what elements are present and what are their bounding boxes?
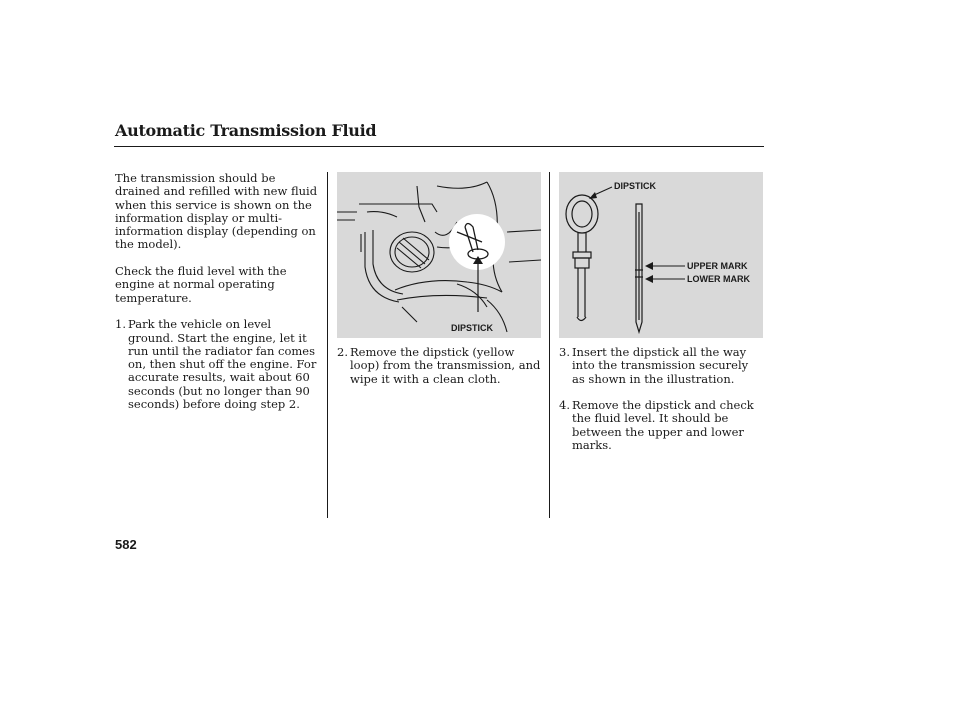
step-2-text: Remove the dipstick (yellow loop) from the transmission, and wipe it with a clean cloth. [350, 345, 541, 386]
column-divider-1 [327, 172, 328, 518]
column-3 [559, 346, 763, 466]
dipstick-illustration [559, 172, 763, 338]
column-1 [115, 172, 320, 425]
step-3-number: 3. [559, 345, 570, 359]
step-2 [337, 346, 543, 386]
step-1 [115, 318, 320, 411]
step-1-text: Park the vehicle on level ground. Start the engine, let it run until the radiator fan comes on, then shut off the engine. For accurate results, wait about 60 seconds (but no longer than 90 seconds) before doing step 2. [128, 317, 317, 412]
step-3 [559, 346, 763, 386]
engine-bay-figure [337, 172, 541, 338]
dipstick-callout-label: DIPSTICK [451, 323, 494, 333]
step-4-number: 4. [559, 398, 570, 413]
step-4-text: Remove the dipstick and check the fluid level. It should be between the upper and lower marks. [572, 398, 754, 453]
step-2-number: 2. [337, 345, 348, 359]
column-2 [337, 346, 543, 399]
step-1-number: 1. [115, 317, 126, 332]
upper-mark-label: UPPER MARK [687, 261, 748, 271]
check-paragraph: Check the fluid level with the engine at normal operating temperature. [115, 264, 287, 305]
lower-mark-label: LOWER MARK [687, 274, 750, 284]
page-title: Automatic Transmission Fluid [115, 121, 377, 140]
dipstick-marks-figure [559, 172, 763, 338]
column-divider-2 [549, 172, 550, 518]
step-4 [559, 399, 763, 452]
title-rule [114, 146, 764, 147]
intro-paragraph: The transmission should be drained and refilled with new fluid when this service is shown on the information display or multi-information display (depending on the model). [115, 171, 318, 252]
step-3-text: Insert the dipstick all the way into the transmission securely as shown in the illustration. [572, 345, 749, 386]
dipstick-label: DIPSTICK [614, 181, 657, 191]
page-number: 582 [115, 537, 137, 552]
engine-bay-illustration [337, 172, 541, 338]
